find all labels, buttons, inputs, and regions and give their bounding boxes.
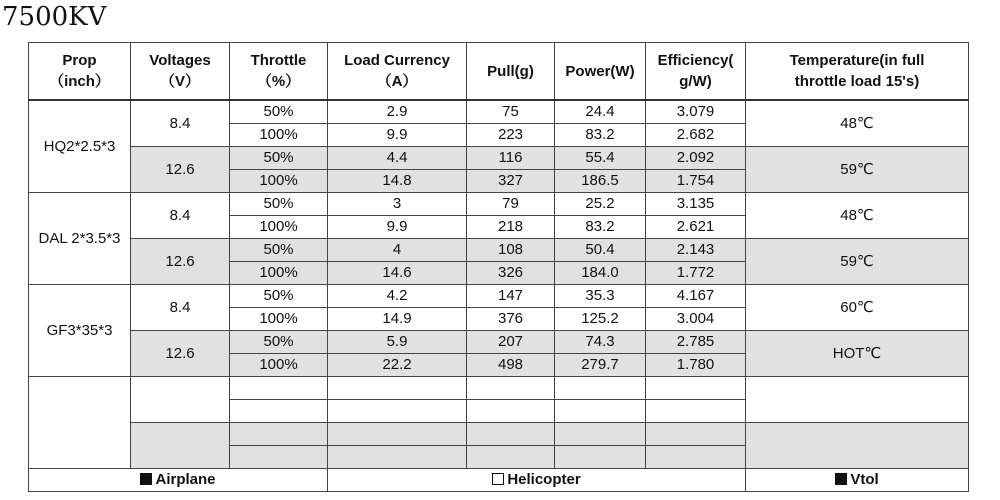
- voltage-cell: 12.6: [131, 147, 230, 193]
- efficiency-cell: 2.785: [646, 331, 746, 354]
- power-cell: 74.3: [555, 331, 646, 354]
- current-cell: 4.2: [328, 285, 467, 308]
- empty-cell: [467, 446, 555, 469]
- table-row: [29, 193, 969, 216]
- throttle-cell: 100%: [230, 262, 328, 285]
- header-temperature-line2: throttle load 15's): [794, 73, 920, 90]
- efficiency-cell: 2.621: [646, 216, 746, 239]
- power-cell: 25.2: [555, 193, 646, 216]
- pull-cell: 108: [467, 239, 555, 262]
- empty-cell: [646, 377, 746, 400]
- empty-cell: [328, 377, 467, 400]
- throttle-cell: 100%: [230, 216, 328, 239]
- throttle-cell: 50%: [230, 193, 328, 216]
- empty-cell: [746, 377, 969, 423]
- current-cell: 9.9: [328, 124, 467, 147]
- empty-cell: [328, 446, 467, 469]
- vtol-label: Vtol: [850, 471, 879, 488]
- header-prop-line2: （inch）: [49, 73, 110, 90]
- unchecked-box-icon: [492, 473, 504, 485]
- current-cell: 14.6: [328, 262, 467, 285]
- vtol-option: [746, 469, 969, 492]
- empty-cell: [467, 400, 555, 423]
- header-voltages-line2: （V）: [159, 73, 200, 90]
- table-row: [29, 331, 969, 354]
- current-cell: 14.9: [328, 308, 467, 331]
- empty-cell: [328, 423, 467, 446]
- efficiency-cell: 3.079: [646, 100, 746, 124]
- table-row: [29, 285, 969, 308]
- pull-cell: 147: [467, 285, 555, 308]
- header-load-line1: Load Currency: [344, 52, 450, 69]
- helicopter-option: [328, 469, 746, 492]
- power-cell: 186.5: [555, 170, 646, 193]
- header-prop: [29, 43, 131, 101]
- pull-cell: 79: [467, 193, 555, 216]
- throttle-cell: 100%: [230, 124, 328, 147]
- empty-cell: [131, 377, 230, 423]
- pull-cell: 326: [467, 262, 555, 285]
- efficiency-cell: 3.135: [646, 193, 746, 216]
- throttle-cell: 50%: [230, 100, 328, 124]
- empty-cell: [467, 377, 555, 400]
- throttle-cell: 50%: [230, 147, 328, 170]
- empty-cell: [29, 377, 131, 469]
- header-pull: [467, 43, 555, 101]
- empty-cell: [646, 423, 746, 446]
- throttle-cell: 100%: [230, 308, 328, 331]
- pull-cell: 223: [467, 124, 555, 147]
- empty-cell: [328, 400, 467, 423]
- power-cell: 24.4: [555, 100, 646, 124]
- airplane-option: [29, 469, 328, 492]
- header-throttle-line2: （%）: [256, 73, 301, 90]
- empty-cell: [646, 400, 746, 423]
- prop-name-cell: GF3*35*3: [29, 285, 131, 377]
- empty-cell: [555, 400, 646, 423]
- efficiency-cell: 1.772: [646, 262, 746, 285]
- voltage-cell: 12.6: [131, 331, 230, 377]
- voltage-cell: 8.4: [131, 193, 230, 239]
- header-efficiency-line1: Efficiency(: [657, 52, 734, 69]
- table-row: [29, 100, 969, 124]
- power-cell: 279.7: [555, 354, 646, 377]
- header-throttle: [230, 43, 328, 101]
- motor-performance-table: [28, 42, 969, 492]
- power-cell: 35.3: [555, 285, 646, 308]
- current-cell: 22.2: [328, 354, 467, 377]
- empty-cell: [230, 446, 328, 469]
- power-cell: 55.4: [555, 147, 646, 170]
- power-cell: 50.4: [555, 239, 646, 262]
- throttle-cell: 100%: [230, 354, 328, 377]
- empty-row: [29, 377, 969, 400]
- empty-cell: [131, 423, 230, 469]
- header-throttle-line1: Throttle: [250, 52, 307, 69]
- header-voltages: [131, 43, 230, 101]
- header-power: [555, 43, 646, 101]
- power-cell: 125.2: [555, 308, 646, 331]
- header-power-label: Power(W): [565, 62, 635, 80]
- empty-cell: [467, 423, 555, 446]
- checked-box-icon: [140, 473, 152, 485]
- pull-cell: 327: [467, 170, 555, 193]
- header-temperature: [746, 43, 969, 101]
- temperature-cell: 48℃: [746, 193, 969, 239]
- power-cell: 83.2: [555, 216, 646, 239]
- page-title: 7500KV: [2, 2, 107, 32]
- efficiency-cell: 2.092: [646, 147, 746, 170]
- empty-cell: [230, 423, 328, 446]
- pull-cell: 75: [467, 100, 555, 124]
- header-load-line2: （A）: [376, 73, 418, 90]
- empty-row: [29, 423, 969, 446]
- table-row: [29, 239, 969, 262]
- temperature-cell: 59℃: [746, 147, 969, 193]
- efficiency-cell: 2.682: [646, 124, 746, 147]
- pull-cell: 207: [467, 331, 555, 354]
- efficiency-cell: 1.780: [646, 354, 746, 377]
- current-cell: 5.9: [328, 331, 467, 354]
- current-cell: 2.9: [328, 100, 467, 124]
- empty-cell: [555, 446, 646, 469]
- pull-cell: 498: [467, 354, 555, 377]
- pull-cell: 116: [467, 147, 555, 170]
- efficiency-cell: 3.004: [646, 308, 746, 331]
- empty-cell: [230, 377, 328, 400]
- throttle-cell: 100%: [230, 170, 328, 193]
- empty-cell: [555, 377, 646, 400]
- efficiency-cell: 2.143: [646, 239, 746, 262]
- pull-cell: 376: [467, 308, 555, 331]
- current-cell: 4: [328, 239, 467, 262]
- header-voltages-line1: Voltages: [149, 52, 211, 69]
- voltage-cell: 8.4: [131, 285, 230, 331]
- efficiency-cell: 1.754: [646, 170, 746, 193]
- table-row: [29, 147, 969, 170]
- helicopter-label: Helicopter: [507, 471, 581, 488]
- power-cell: 184.0: [555, 262, 646, 285]
- voltage-cell: 12.6: [131, 239, 230, 285]
- pull-cell: 218: [467, 216, 555, 239]
- airplane-label: Airplane: [155, 471, 216, 488]
- current-cell: 3: [328, 193, 467, 216]
- temperature-cell: 48℃: [746, 100, 969, 147]
- header-row: [29, 43, 969, 101]
- header-temperature-line1: Temperature(in full: [789, 52, 925, 69]
- header-efficiency: [646, 43, 746, 101]
- current-cell: 4.4: [328, 147, 467, 170]
- checked-box-icon: [835, 473, 847, 485]
- header-load-current: [328, 43, 467, 101]
- throttle-cell: 50%: [230, 239, 328, 262]
- current-cell: 9.9: [328, 216, 467, 239]
- temperature-cell: 60℃: [746, 285, 969, 331]
- header-pull-label: Pull(g): [487, 62, 534, 80]
- header-efficiency-line2: g/W): [679, 73, 712, 90]
- empty-cell: [230, 400, 328, 423]
- voltage-cell: 8.4: [131, 100, 230, 147]
- temperature-cell: 59℃: [746, 239, 969, 285]
- empty-cell: [646, 446, 746, 469]
- current-cell: 14.8: [328, 170, 467, 193]
- throttle-cell: 50%: [230, 285, 328, 308]
- prop-name-cell: HQ2*2.5*3: [29, 100, 131, 193]
- throttle-cell: 50%: [230, 331, 328, 354]
- header-prop-line1: Prop: [62, 52, 97, 69]
- power-cell: 83.2: [555, 124, 646, 147]
- efficiency-cell: 4.167: [646, 285, 746, 308]
- empty-cell: [555, 423, 646, 446]
- prop-name-cell: DAL 2*3.5*3: [29, 193, 131, 285]
- temperature-cell: HOT℃: [746, 331, 969, 377]
- empty-cell: [746, 423, 969, 469]
- aircraft-type-row: [29, 469, 969, 492]
